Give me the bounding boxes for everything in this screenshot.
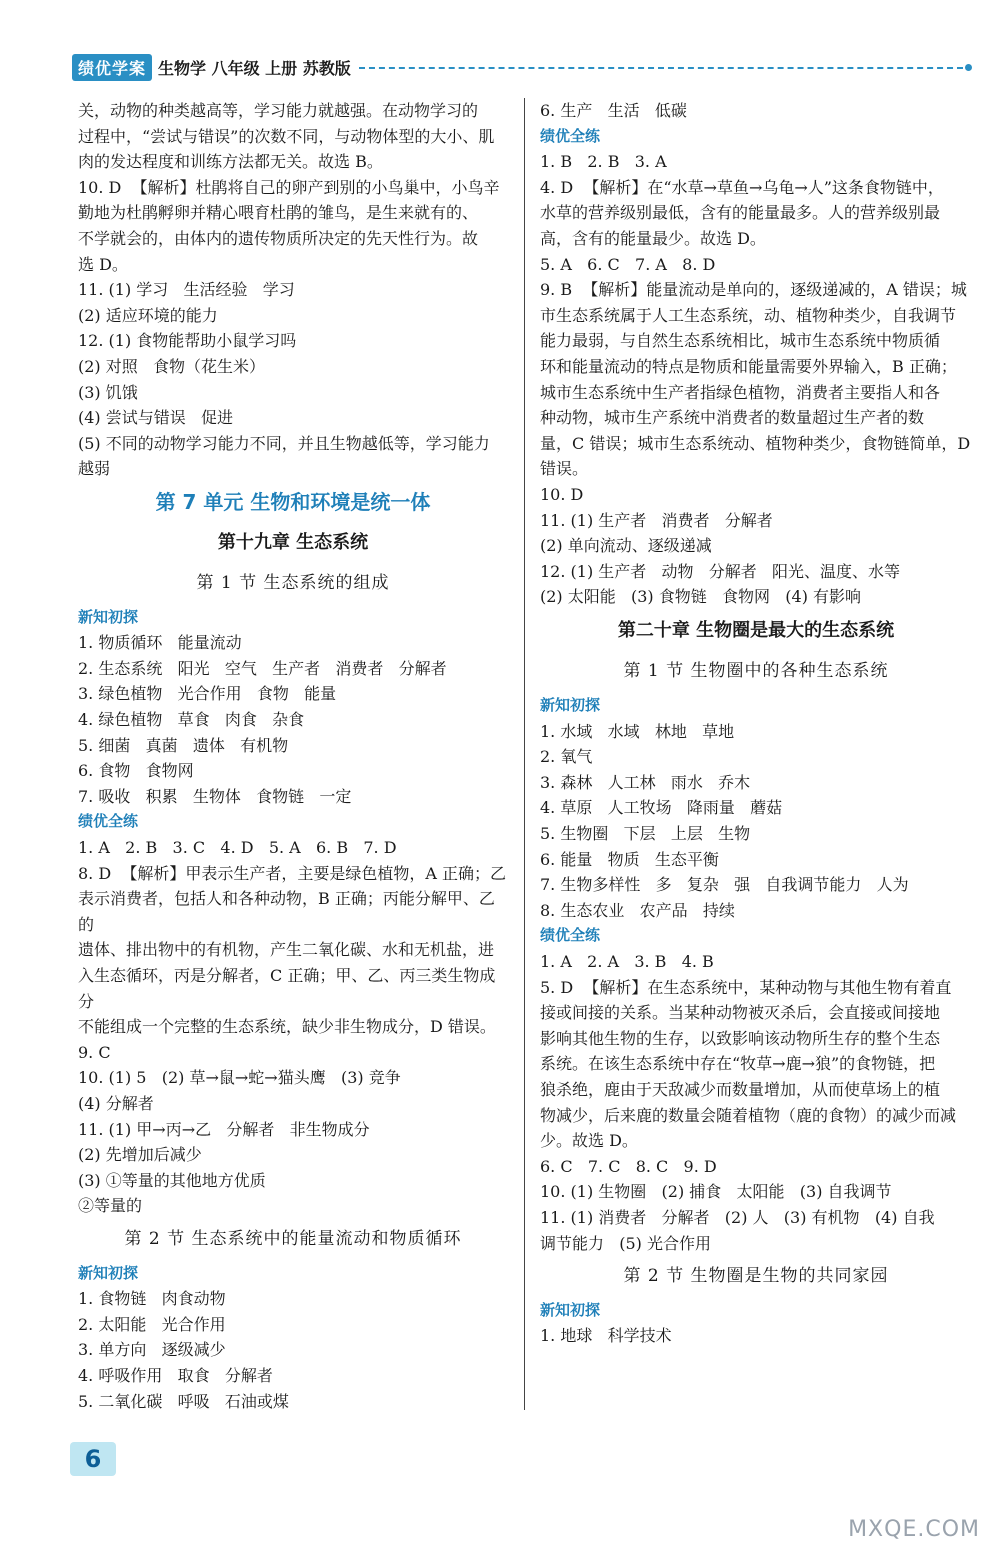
answer-line: 关，动物的种类越高等，学习能力就越强。在动物学习的 xyxy=(78,101,479,120)
chapter-title: 第二十章 生物圈是最大的生态系统 xyxy=(617,619,895,641)
answer-line: 10. D 【解析】杜鹃将自己的卵产到别的小鸟巢中，小鸟辛 xyxy=(78,177,500,197)
answer-line: 7. 生物多样性 多 复杂 强 自我调节能力 人为 xyxy=(540,875,909,895)
chapter-title: 第十九章 生态系统 xyxy=(217,531,369,553)
answer-line: 5. D 【解析】在生态系统中，某种动物与其他生物有着直 xyxy=(540,977,952,997)
answer-line: (4) 尝试与错误 促进 xyxy=(78,408,234,428)
answer-line: 不学就会的，由体内的遗传物质所决定的先天性行为。故 xyxy=(78,228,479,248)
answer-line: 11. (1) 消费者 分解者 (2) 人 (3) 有机物 (4) 自我 xyxy=(540,1207,935,1227)
answer-line: (2) 单向流动、逐级递减 xyxy=(540,536,712,556)
answer-line: 遗体、排出物中的有机物，产生二氧化碳、水和无机盐，进 xyxy=(78,940,495,960)
answer-line: 12. (1) 生产者 动物 分解者 阳光、温度、水等 xyxy=(540,561,901,581)
answer-line: 4. 绿色植物 草食 肉食 杂食 xyxy=(78,710,305,730)
column-divider xyxy=(524,98,525,1410)
answer-line: 城市生态系统中生产者指绿色植物，消费者主要指人和各 xyxy=(540,382,941,402)
section-tag: 绩优全练 xyxy=(540,126,601,145)
answer-line: 11. (1) 学习 生活经验 学习 xyxy=(78,280,295,300)
answer-line: 3. 森林 人工林 雨水 乔木 xyxy=(540,772,751,792)
answer-line: 少。故选 D。 xyxy=(540,1131,638,1151)
page-header xyxy=(72,54,972,80)
answer-line: 表示消费者，包括人和各种动物，B 正确；丙能分解甲、乙的 xyxy=(78,889,495,934)
answer-line: 错误。 xyxy=(540,459,589,479)
answer-line: 10. (1) 生物圈 (2) 捕食 太阳能 (3) 自我调节 xyxy=(540,1182,892,1202)
answer-line: 1. A 2. B 3. C 4. D 5. A 6. B 7. D xyxy=(78,838,397,858)
answer-line: 1. 水域 水域 林地 草地 xyxy=(540,721,735,741)
answer-line: 狼杀绝，鹿由于天敌减少而数量增加，从而使草场上的植 xyxy=(540,1079,941,1099)
answer-line: 4. 草原 人工牧场 降雨量 蘑菇 xyxy=(540,798,783,818)
answer-line: 种动物，城市生产系统中消费者的数量超过生产者的数 xyxy=(540,408,925,428)
answer-line: 8. 生态农业 农产品 持续 xyxy=(540,900,735,920)
answer-line: 3. 绿色植物 光合作用 食物 能量 xyxy=(78,684,337,704)
page-number: 6 xyxy=(70,1442,116,1476)
answer-line: 6. 能量 物质 生态平衡 xyxy=(540,849,719,869)
answer-line: (3) 饥饿 xyxy=(78,382,138,402)
answer-line: 调节能力 (5) 光合作用 xyxy=(540,1233,712,1253)
answer-line: (4) 分解者 xyxy=(78,1093,154,1113)
section-tag: 新知初探 xyxy=(78,1263,139,1282)
answer-line: 11. (1) 甲→丙→乙 分解者 非生物成分 xyxy=(78,1119,370,1139)
watermark-text: MXQE.COM xyxy=(848,1517,980,1542)
answer-line: 4. 呼吸作用 取食 分解者 xyxy=(78,1365,273,1385)
answer-line: 1. 食物链 肉食动物 xyxy=(78,1289,226,1309)
answer-line: 10. (1) 5 (2) 草→鼠→蛇→猫头鹰 (3) 竞争 xyxy=(78,1068,401,1088)
answer-line: 影响其他生物的生存，以致影响该动物所生存的整个生态 xyxy=(540,1028,941,1048)
section-title: 第 2 节 生物圈是生物的共同家园 xyxy=(623,1266,889,1287)
section-tag: 新知初探 xyxy=(540,696,601,715)
answer-line: 系统。在该生态系统中存在“牧草→鹿→狼”的食物链，把 xyxy=(540,1054,936,1074)
answer-line: 接或间接的关系。当某种动物被灭杀后，会直接或间接地 xyxy=(540,1003,941,1023)
subject-label: 生物学 八年级 上册 苏教版 xyxy=(158,58,351,78)
answer-line: 11. (1) 生产者 消费者 分解者 xyxy=(540,510,773,530)
answer-line: 肉的发达程度和训练方法都无关。故选 B。 xyxy=(78,152,383,172)
answer-line: 勤地为杜鹃孵卵并精心喂育杜鹃的雏鸟，是生来就有的、 xyxy=(78,203,479,223)
header-dashed-rule xyxy=(359,67,963,69)
answer-line: (2) 对照 食物（花生米） xyxy=(78,356,266,376)
left-column xyxy=(78,98,508,1414)
answer-line: 1. 地球 科学技术 xyxy=(540,1326,672,1346)
answer-line: 6. C 7. C 8. C 9. D xyxy=(540,1156,717,1176)
answer-line: 高，含有的能量最少。故选 D。 xyxy=(540,228,766,248)
answer-line: 1. B 2. B 3. A xyxy=(540,152,667,172)
answer-line: 1. A 2. A 3. B 4. B xyxy=(540,952,714,971)
answer-line: 选 D。 xyxy=(78,254,128,274)
answer-line: 10. D xyxy=(540,484,584,504)
answer-line: 5. 细菌 真菌 遗体 有机物 xyxy=(78,735,289,755)
answer-line: 6. 食物 食物网 xyxy=(78,761,194,781)
answer-line: 4. D 【解析】在“水草→草鱼→乌龟→人”这条食物链中， xyxy=(540,177,944,197)
answer-line: (2) 太阳能 (3) 食物链 食物网 (4) 有影响 xyxy=(540,587,862,607)
answer-line: 环和能量流动的特点是物质和能量需要外界输入，B 正确； xyxy=(540,356,957,376)
answer-line: 过程中，“尝试与错误”的次数不同，与动物体型的大小、肌 xyxy=(78,126,495,146)
answer-line: (2) 先增加后减少 xyxy=(78,1145,202,1165)
answer-line: 2. 氧气 xyxy=(540,747,593,767)
answer-line: (3) ①等量的其他地方优质 xyxy=(78,1170,266,1190)
answer-line: 9. B 【解析】能量流动是单向的，逐级递减的，A 错误；城 xyxy=(540,280,967,300)
answer-line: 入生态循环，丙是分解者，C 正确；甲、乙、丙三类生物成分 xyxy=(78,966,496,1011)
answer-line: 5. 生物圈 下层 上层 生物 xyxy=(540,824,751,844)
answer-line: 不能组成一个完整的生态系统，缺少非生物成分，D 错误。 xyxy=(78,1017,496,1037)
answer-line: 5. A 6. C 7. A 8. D xyxy=(540,254,716,274)
right-column xyxy=(540,98,972,1349)
answer-line: 9. C xyxy=(78,1042,111,1062)
answer-line: 5. 二氧化碳 呼吸 石油或煤 xyxy=(78,1391,289,1411)
section-tag: 新知初探 xyxy=(78,607,139,626)
answer-line: 6. 生产 生活 低碳 xyxy=(540,101,687,120)
section-tag: 新知初探 xyxy=(540,1300,601,1319)
answer-line: 1. 物质循环 能量流动 xyxy=(78,633,242,653)
answer-line: 市生态系统属于人工生态系统，动、植物种类少，自我调节 xyxy=(540,305,957,325)
answer-line: 水草的营养级别最低，含有的能量最多。人的营养级别最 xyxy=(540,203,941,223)
answer-line: 8. D 【解析】甲表示生产者，主要是绿色植物，A 正确；乙 xyxy=(78,863,506,883)
section-title: 第 1 节 生物圈中的各种生态系统 xyxy=(623,661,889,682)
answer-line: 12. (1) 食物能帮助小鼠学习吗 xyxy=(78,331,297,351)
answer-line: ②等量的 xyxy=(78,1196,143,1216)
answer-line: (5) 不同的动物学习能力不同，并且生物越低等，学习能力 xyxy=(78,433,490,453)
answer-line: 7. 吸收 积累 生物体 食物链 一定 xyxy=(78,786,352,806)
brand-label: 绩优学案 xyxy=(72,54,152,81)
unit-title: 第 7 单元 生物和环境是统一体 xyxy=(155,489,431,514)
answer-line: (2) 适应环境的能力 xyxy=(78,305,218,325)
section-title: 第 1 节 生态系统的组成 xyxy=(196,573,390,594)
answer-line: 2. 生态系统 阳光 空气 生产者 消费者 分解者 xyxy=(78,658,447,678)
answer-line: 越弱 xyxy=(78,459,111,479)
answer-line: 3. 单方向 逐级减少 xyxy=(78,1340,226,1360)
header-dot xyxy=(965,64,972,71)
answer-line: 2. 太阳能 光合作用 xyxy=(78,1314,226,1334)
section-tag: 绩优全练 xyxy=(540,926,601,945)
answer-line: 物减少，后来鹿的数量会随着植物（鹿的食物）的减少而减 xyxy=(540,1105,957,1125)
section-title: 第 2 节 生态系统中的能量流动和物质循环 xyxy=(124,1228,462,1249)
answer-line: 能力最弱，与自然生态系统相比，城市生态系统中物质循 xyxy=(540,331,941,351)
answer-line: 量，C 错误；城市生态系统动、植物种类少，食物链简单，D xyxy=(540,433,971,453)
section-tag: 绩优全练 xyxy=(78,812,139,831)
